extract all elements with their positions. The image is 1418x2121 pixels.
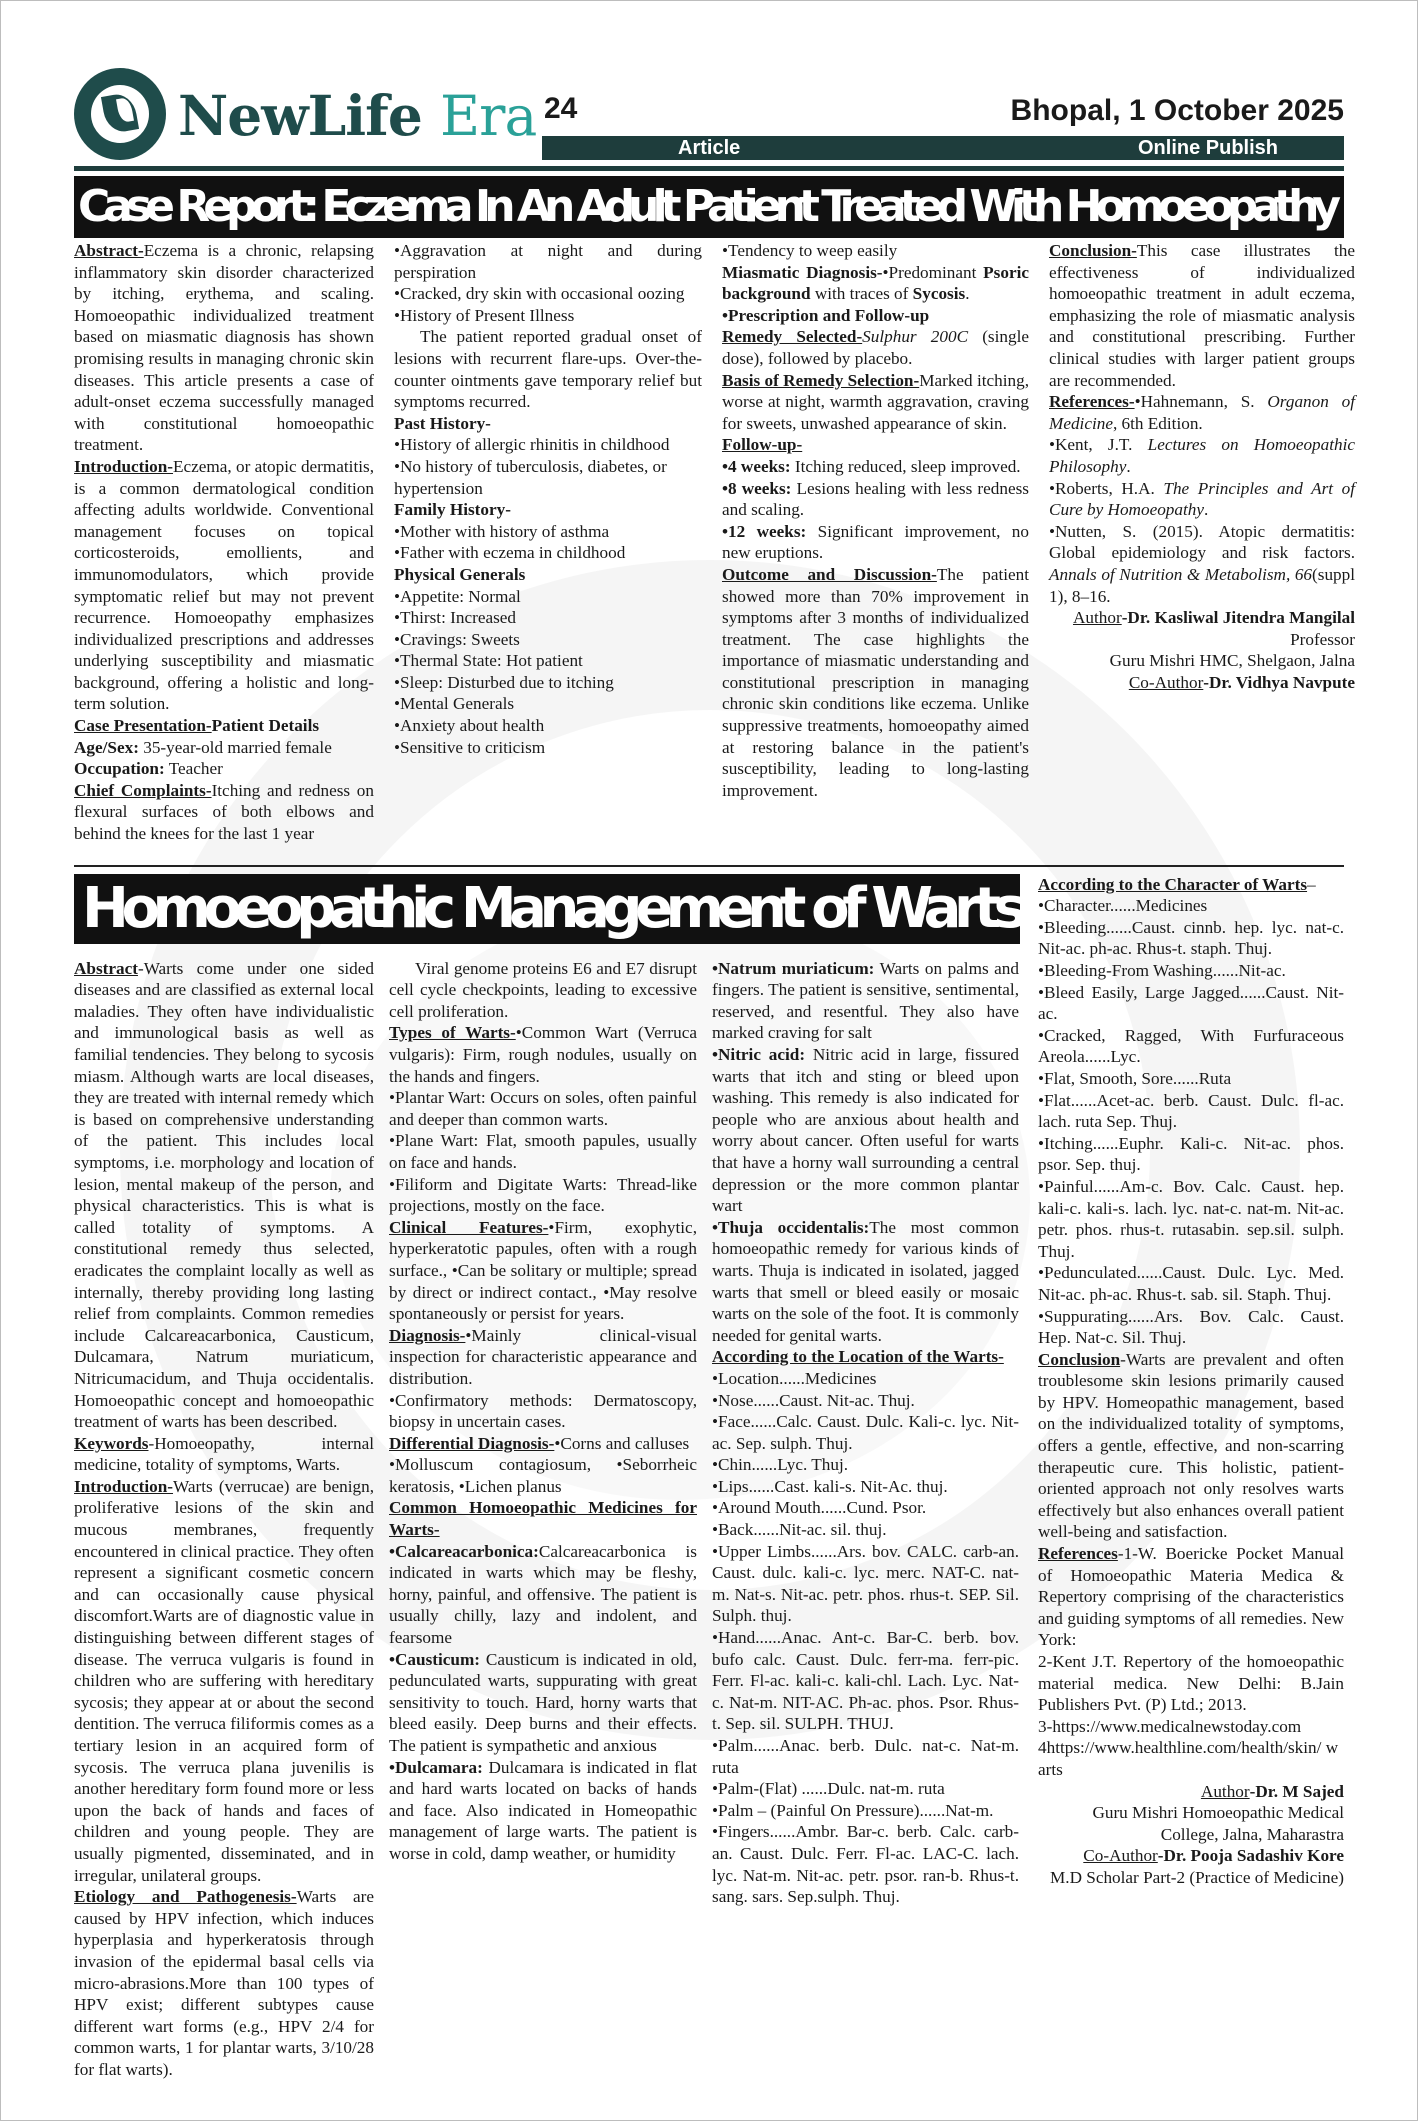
list-item: •Cracked, Ragged, With Furfuraceous Areola......Lyc.: [1038, 1025, 1344, 1067]
intro-label: Introduction-: [74, 1476, 174, 1496]
medicine-name: •Natrum muriaticum:: [712, 958, 875, 978]
medicine-text: Dulcamara is indicated in flat and hard warts located on backs of hands and face. Also indicated in Homeopathic management of large warts. The patient is worse in cold, damp weather, or humidity: [389, 1757, 697, 1863]
list-item: •Bleed Easily, Large Jagged......Caust. Nit-ac.: [1038, 982, 1344, 1024]
differential-text-2: •Molluscum contagiosum, •Seborrheic keratosis, •Lichen planus: [389, 1455, 697, 1496]
character-label: According to the Character of Warts: [1038, 874, 1308, 894]
section-bar: [542, 136, 1344, 160]
abstract-label: Abstract: [74, 958, 138, 978]
references-label: References: [1038, 1544, 1118, 1564]
medicine-name: •Thuja occidentalis:: [712, 1217, 870, 1237]
basis-label: Basis of Remedy Selection-: [722, 370, 920, 390]
list-item: •Flat, Smooth, Sore......Ruta: [1038, 1068, 1232, 1088]
page-number: 24: [544, 92, 578, 125]
reference-link[interactable]: 3-https://www.medicalnewstoday.com: [1038, 1716, 1302, 1736]
physical-item: •Mental Generals: [394, 694, 515, 714]
dateline: Bhopal, 1 October 2025: [1010, 94, 1344, 127]
page-content: [74, 0, 1356, 2121]
chief-text: Itching and redness on flexural surfaces of both elbows and behind the knees for the last 1 year: [74, 780, 374, 844]
family-history-label: Family History-: [394, 500, 511, 520]
keywords-label: Keywords: [74, 1433, 149, 1453]
miasm-psoric: Psoric background: [722, 262, 1029, 304]
logo-word-era: Era: [440, 84, 537, 148]
reference-text: •Hahnemann, S.: [1134, 392, 1268, 412]
coauthor-name: -Dr. Vidhya Navpute: [1203, 672, 1355, 692]
author-affiliation: Guru Mishri Homoeopathic Medical College, Jalna, Maharastra: [1092, 1803, 1344, 1844]
reference-text: .: [1203, 500, 1209, 520]
past-item: •History of allergic rhinitis in childhood: [394, 435, 670, 455]
outcome-text: The patient showed more than 70% improvement in symptoms after 3 months of individualized treatment. The case highlights the importance of miasmatic understanding and constitutional prescription in managing chronic skin conditions like eczema. Unlike suppressive treatments, homoeopathy aimed at restoring balance in the patient's susceptibility, leading to long-lasting improvement.: [722, 564, 1029, 800]
etiology-text: Warts are caused by HPV infection, which induces hyperplasia and hyperkeratosis through invasion of the epidermal basal cells via micro-abrasions.More than 100 types of HPV exist; different subtypes cause different wart forms (e.g., HPV 2/4 for common warts, 1 for plantar warts, 3/10/28 for flat warts).: [74, 1887, 374, 2079]
reference-text: .: [1126, 456, 1131, 476]
article1-column-4: [1049, 240, 1355, 693]
complaint-item: •Aggravation at night and during perspiration: [394, 241, 702, 282]
family-item: •Father with eczema in childhood: [394, 543, 626, 563]
author-name: -Dr. M Sajed: [1249, 1781, 1344, 1801]
remedy-label: Remedy Selected-: [722, 327, 863, 347]
complaint-item: •History of Present Illness: [394, 305, 575, 325]
list-item: •Around Mouth......Cund. Psor.: [712, 1498, 927, 1518]
followup-text: Itching reduced, sleep improved.: [790, 456, 1021, 476]
confirm-text: •Confirmatory methods: Dermatoscopy, biopsy in uncertain cases.: [389, 1390, 697, 1432]
list-item: •Upper Limbs......Ars. bov. CALC. carb-an. Caust. dulc. kali-c. lyc. merc. NAT-C. nat-m. Nat-s. Nit-ac. petr. phos. rhus-t. SEP. Sil. Sulph. thuj.: [712, 1541, 1019, 1626]
physical-item: •Tendency to weep easily: [722, 241, 898, 260]
chief-label: Chief Complaints-: [74, 780, 212, 800]
article1-column-1: [74, 240, 374, 845]
article2-headline: Homoeopathic Management of Warts: [74, 874, 1020, 944]
reference-text: , 6th Edition.: [1112, 413, 1203, 433]
followup-text: Lesions healing with less redness and scaling.: [722, 478, 1029, 520]
miasm-label: Miasmatic Diagnosis-: [722, 262, 883, 282]
list-item: •Palm-(Flat) ......Dulc. nat-m. ruta: [712, 1779, 945, 1799]
list-item: •Painful......Am-c. Bov. Calc. Caust. hep. kali-c. kali-s. lach. lyc. nat-c. nat-m. Nit-ac. petr. phos. rhus-t. rutasabin. sep.sil. sulph. Thuj.: [1038, 1176, 1344, 1261]
reference-title: Annals of Nutrition & Metabolism, 66: [1049, 564, 1313, 584]
newspaper-logo: [178, 76, 536, 156]
medicine-name: •Nitric acid:: [712, 1045, 806, 1064]
followup-when: •4 weeks:: [722, 456, 791, 476]
reference-text: (suppl 1), 8–16.: [1049, 564, 1355, 606]
medicine-text: Calcareacarbonica is indicated in warts which may be fleshy, horny, painful, and offensive. The patient is usually chilly, lazy and indolent, and fearsome: [389, 1541, 697, 1648]
article1-body: [74, 240, 1356, 845]
remedy-name: Sulphur 200C: [862, 327, 969, 347]
author-affiliation: Guru Mishri HMC, Shelgaon, Jalna: [1109, 651, 1355, 671]
coauthor-name: -Dr. Pooja Sadashiv Kore: [1157, 1846, 1344, 1866]
article2: [74, 874, 1344, 2081]
followup-when: •8 weeks:: [722, 478, 792, 498]
followup-when: •12 weeks:: [722, 521, 807, 541]
newlife-logo-icon: [74, 68, 166, 160]
location-list: [712, 1368, 1019, 1908]
article2-column-4: [1038, 874, 1344, 1889]
remedy-note: (single dose), followed by placebo.: [722, 327, 1029, 368]
clinical-text: •Firm, exophytic, hyperkeratotic papules, often with a rough surface., •Can be solitary or multiple; spread by direct or indirect contact., •May resolve spontaneously or persist for years.: [389, 1217, 697, 1324]
abstract-label: Abstract-: [74, 241, 144, 260]
references-label: References-: [1049, 392, 1135, 412]
list-item: •Location......Medicines: [712, 1368, 877, 1388]
article1-headline: Case Report: Eczema In An Adult Patient Treated With Homoeopathy: [74, 176, 1344, 238]
article2-main: [74, 874, 1020, 2081]
outcome-label: Outcome and Discussion-: [722, 564, 937, 584]
etiology-label: Etiology and Pathogenesis-: [74, 1887, 297, 1907]
reference-text: 2-Kent J.T. Repertory of the homoeopathic material medica. New Delhi: B.Jain Publishers Pvt. (P) Ltd.; 2013.: [1038, 1652, 1344, 1715]
occupation-label: Occupation:: [74, 759, 165, 779]
clinical-label: Clinical Features-: [389, 1217, 549, 1237]
author-name: -Dr. Kasliwal Jitendra Mangilal: [1121, 608, 1355, 628]
author-label: Author: [1072, 608, 1122, 628]
age-value: 35-year-old married female: [138, 737, 332, 757]
types-label: Types of Warts-: [389, 1023, 516, 1043]
complaint-item: •Cracked, dry skin with occasional oozing: [394, 284, 685, 304]
type-item: •Plantar Wart: Occurs on soles, often painful and deeper than common warts.: [389, 1088, 697, 1129]
physical-item: •Anxiety about health: [394, 716, 545, 736]
list-item: •Lips......Cast. kali-s. Nit-Ac. thuj.: [712, 1476, 948, 1496]
reference-text: •Roberts, H.A.: [1049, 478, 1164, 498]
physical-item: •Sleep: Disturbed due to itching: [394, 672, 614, 692]
physical-item: •Thirst: Increased: [394, 608, 516, 628]
physical-item: •Cravings: Sweets: [394, 629, 520, 649]
list-item: •Nose......Caust. Nit-ac. Thuj.: [712, 1390, 915, 1410]
coauthor-label: Co-Author: [1083, 1846, 1158, 1866]
reference-title: Organon of Medicine: [1049, 392, 1355, 433]
diagnosis-text: •Mainly clinical-visual inspection for characteristic appearance and distribution.: [389, 1325, 697, 1388]
intro-label: Introduction-: [74, 456, 174, 476]
article2-column-2: [389, 958, 697, 1865]
reference-title: The Principles and Art of Cure by Homoeopathy: [1049, 478, 1355, 520]
location-label: According to the Location of the Warts-: [712, 1347, 1004, 1367]
article1-column-3: [722, 240, 1029, 801]
miasm-sycosis: Sycosis: [912, 284, 966, 304]
list-item: •Itching......Euphr. Kali-c. Nit-ac. phos. psor. Sep. thuj.: [1038, 1133, 1344, 1175]
list-item: •Fingers......Ambr. Bar-c. berb. Calc. carb-an. Caust. Dulc. Ferr. Fl-ac. LAC-C. lach. lyc. Nat-m. Nit-ac. petr. psor. ran-b. Rhus-t. sang. sars. Sep.sulph. Thuj.: [712, 1822, 1019, 1907]
conclusion-label: Conclusion: [1038, 1349, 1121, 1369]
list-item: •Bleeding......Caust. cinnb. hep. lyc. nat-c. Nit-ac. ph-ac. Rhus-t. staph. Thuj.: [1038, 917, 1344, 959]
masthead-rule: [74, 166, 1344, 171]
case-sublabel: Patient Details: [211, 716, 320, 736]
list-item: •Face......Calc. Caust. Dulc. Kali-c. lyc. Nit-ac. Sep. sulph. Thuj.: [712, 1412, 1019, 1453]
reference-text: -1-W. Boericke Pocket Manual of Homoeopathic Materia Medica & Repertory comprising of the characteristics and guiding symptoms of all remedies. New York:: [1038, 1544, 1344, 1650]
miasm-end: .: [965, 284, 970, 304]
conclusion-label: Conclusion-: [1049, 241, 1137, 260]
list-item: •Palm......Anac. berb. Dulc. nat-c. Nat-m. ruta: [712, 1736, 1019, 1777]
list-item: •Back......Nit-ac. sil. thuj.: [712, 1520, 887, 1540]
prescription-label: •Prescription and Follow-up: [722, 305, 930, 325]
article-divider: [74, 865, 1344, 867]
family-item: •Mother with history of asthma: [394, 521, 610, 541]
section-label: Article: [678, 137, 741, 159]
medicine-name: •Calcareacarbonica:: [389, 1541, 539, 1561]
keywords-text: -Homoeopathy, internal medicine, totality of symptoms, Warts.: [74, 1433, 374, 1475]
types-text: •Common Wart (Verruca vulgaris): Firm, rough nodules, usually on the hands and fingers.: [389, 1023, 697, 1086]
coauthor-title: M.D Scholar Part-2 (Practice of Medicine): [1049, 1867, 1344, 1887]
abstract-text: Eczema is a chronic, relapsing inflammatory skin disorder characterized by itching, erythema, and scaling. Homoeopathic individualized treatment based on miasmatic diagnosis has shown promising results in managing chronic skin diseases. This article presents a case of adult-onset eczema successfully managed with constitutional homoeopathic treatment.: [74, 241, 374, 455]
intro-text: Eczema, or atopic dermatitis, is a common dermatological condition affecting adults worldwide. Conventional management focuses on topical corticosteroids, emollients, and immunomodulators, which provide symptomatic relief but may not prevent recurrence. Homoeopathy emphasizes individualized prescriptions and addresses underlying susceptibility and miasmatic background, offering a holistic and long-term solution.: [74, 456, 374, 714]
list-item: •Chin......Lyc. Thuj.: [712, 1455, 849, 1475]
reference-text: •Nutten, S. (2015). Atopic dermatitis: Global epidemiology and risk factors.: [1049, 521, 1355, 563]
medicine-name: •Causticum:: [389, 1649, 480, 1669]
viral-text: Viral genome proteins E6 and E7 disrupt cell cycle checkpoints, leading to excessive cell proliferation.: [389, 958, 697, 1021]
age-label: Age/Sex:: [74, 737, 139, 757]
medicine-text: The most common homoeopathic remedy for various kinds of warts. Thuja is indicated in isolated, jagged warts that smell or bleed easily or mosaic warts on the sole of the foot. It is commonly needed for genital warts.: [712, 1217, 1019, 1345]
list-item: •Hand......Anac. Ant-c. Bar-C. berb. bov. bufo calc. Caust. Dulc. ferr-ma. ferr-pic. Ferr. Fl-ac. kali-c. kali-chl. Lach. Lyc. Nat-c. Nat-m. NIT-AC. Ph-ac. phos. Psor. Rhus-t. Sep. sil. SULPH. THUJ.: [712, 1628, 1019, 1734]
reference-text: •Kent, J.T.: [1049, 435, 1148, 455]
type-item: •Filiform and Digitate Warts: Thread-like projections, mostly on the face.: [389, 1174, 697, 1216]
past-history-label: Past History-: [394, 413, 491, 433]
conclusion-text: -Warts are prevalent and often troublesome skin lesions primarily caused by HPV. Homeopathic management, based on the individualized totality of symptoms, offers a gentle, effective, and non-scarring therapeutic cure. This holistic, patient-oriented approach not only resolves warts effectively but also enhances overall patient well-being and satisfaction.: [1038, 1349, 1344, 1542]
past-item: •No history of tuberculosis, diabetes, or hypertension: [394, 456, 667, 498]
article1-column-2: [394, 240, 702, 758]
medicines-label: Common Homoeopathic Medicines for Warts-: [389, 1498, 697, 1540]
case-label: Case Presentation-: [74, 716, 212, 736]
abstract-text: -Warts come under one sided diseases and are classified as external local maladies. They often have individualistic and immunological basis as well as familial tendencies. They belong to sycosis miasm. Although warts are local diseases, they are treated with internal remedy which is based on comprehensive understanding of the patient. This includes local symptoms, i.e. morphology and location of lesion, mental makeup of the person, and physical characteristics. This is what is called totality of symptoms. A constitutional remedy thus selected, eradicates the complaint locally as well as internally, thereby providing long lasting relief from complaints. Common remedies include Calcareacarbonica, Causticum, Dulcamara, Natrum muriaticum, Nitricumacidum, and Thuja occidentalis. Homoeopathic concept and homoeopathic treatment of warts has been described.: [74, 958, 374, 1432]
reference-title: Lectures on Homoeopathic Philosophy: [1049, 435, 1356, 476]
list-item: •Bleeding-From Washing......Nit-ac.: [1038, 961, 1286, 980]
differential-label: Differential Diagnosis-: [389, 1433, 555, 1453]
article2-body: [74, 958, 1020, 2081]
miasm-mid: with traces of: [810, 284, 913, 304]
present-illness-text: The patient reported gradual onset of lesions with recurrent flare-ups. Over-the-counter ointments gave temporary relief but symptoms recurred.: [394, 327, 702, 412]
occupation-value: Teacher: [164, 759, 223, 779]
physical-item: •Thermal State: Hot patient: [394, 651, 583, 671]
list-item: •Character......Medicines: [1038, 896, 1208, 916]
list-item: •Pedunculated......Caust. Dulc. Lyc. Med. Nit-ac. ph-ac. Rhus-t. sab. sil. Staph. Thuj.: [1038, 1263, 1344, 1304]
author-title: Professor: [1290, 629, 1355, 649]
logo-word-newlife: NewLife: [178, 83, 422, 148]
medicine-name: •Dulcamara:: [389, 1757, 483, 1777]
medicine-text: Warts on palms and fingers. The patient is sensitive, sentimental, reserved, and resentful. They also have marked craving for salt: [712, 958, 1019, 1043]
followup-label: Follow-up-: [722, 435, 803, 455]
list-item: •Suppurating......Ars. Bov. Calc. Caust. Hep. Nat-c. Sil. Thuj.: [1038, 1306, 1344, 1348]
publish-label: Online Publish: [1137, 137, 1278, 159]
masthead: [74, 68, 1344, 164]
list-item: •Palm – (Painful On Pressure)......Nat-m.: [712, 1800, 994, 1820]
intro-text: Warts (verrucae) are benign, proliferative lesions of the skin and mucous membranes, frequently encountered in clinical practice. They often represent a significant cosmetic concern and can occasionally cause physical discomfort.Warts are of diagnostic value in distinguishing between different stages of disease. The verruca vulgaris is found in children who are suffering with hereditary sycosis; they appear at or about the second dentition. The verruca filiformis comes as a tertiary lesion in an acquired form of sycosis. The verruca plana juvenilis is another hereditary form found more or less upon the back of hands and faces of children and young people. They are usually pigmented, disseminated, and in irregular, unilateral groups.: [74, 1476, 374, 1885]
basis-text: Marked itching, worse at night, warmth aggravation, craving for sweets, unwashed appearance of skin.: [722, 370, 1029, 433]
coauthor-label: Co-Author: [1128, 672, 1204, 692]
character-list: [1038, 895, 1344, 1348]
physical-generals-label: Physical Generals: [394, 564, 526, 584]
medicine-text: Nitric acid in large, fissured warts that itch and sting or bleed upon washing. This remedy is also indicated for people who are anxious about health and worry about cancer. Often useful for warts that have a horny wall surrounding a central depression or the more common plantar wart: [712, 1045, 1019, 1216]
diagnosis-label: Diagnosis-: [389, 1325, 466, 1345]
medicine-text: Causticum is indicated in old, pedunculated warts, suppurating with great sensitivity to touch. Hard, horny warts that bleed easily. Deep burns and their effects. The patient is sympathetic and anxious: [389, 1649, 697, 1755]
article2-column-3: [712, 958, 1019, 1908]
list-item: •Flat......Acet-ac. berb. Caust. Dulc. fl-ac. lach. ruta Sep. Thuj.: [1038, 1090, 1344, 1132]
differential-text: •Corns and calluses: [554, 1433, 690, 1453]
miasm-text: •Predominant: [882, 262, 984, 282]
type-item: •Plane Wart: Flat, smooth papules, usually on face and hands.: [389, 1131, 697, 1172]
author-label: Author: [1200, 1781, 1250, 1801]
character-dash: –: [1307, 874, 1316, 894]
conclusion-text: This case illustrates the effectiveness of individualized homoeopathic treatment in adult eczema, emphasizing the role of miasmatic analysis and constitutional prescribing. Further clinical studies with larger patient groups are recommended.: [1049, 241, 1355, 390]
reference-link[interactable]: 4https://www.healthline.com/health/skin/ warts: [1038, 1738, 1339, 1779]
physical-item: •Appetite: Normal: [394, 586, 521, 606]
followup-text: Significant improvement, no new eruptions.: [722, 521, 1029, 563]
physical-item: •Sensitive to criticism: [394, 737, 546, 757]
article2-column-1: [74, 958, 374, 2081]
